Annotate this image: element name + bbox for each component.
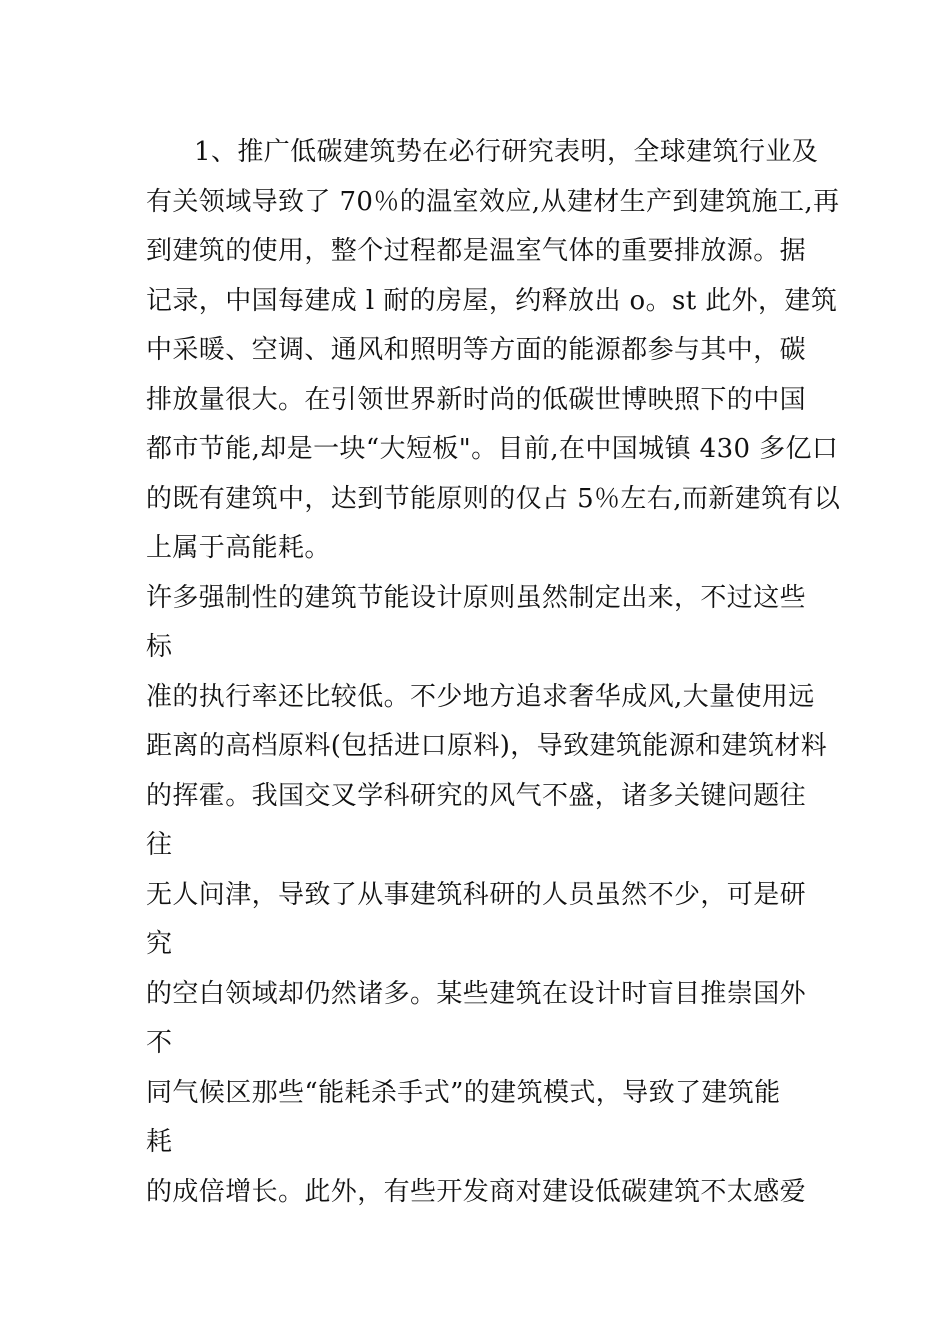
- body-text: [146, 128, 841, 1217]
- paragraph-line: 排放量很大。在引领世界新时尚的低碳世博映照下的中国: [146, 384, 807, 415]
- paragraph-line: 距离的高档原料(包括进口原料)，导致建筑能源和建筑材料: [146, 731, 828, 761]
- paragraph-line: 记录，中国每建成 l 耐的房屋，约释放出 o。st 此外，建筑: [146, 285, 838, 316]
- paragraph-line: 上属于高能耗。: [146, 533, 331, 563]
- paragraph-line: 究: [146, 929, 173, 959]
- paragraph-line: 的挥霍。我国交叉学科研究的风气不盛，诸多关键问题往: [146, 780, 807, 811]
- paragraph-line: 无人问津，导致了从事建筑科研的人员虽然不少，可是研: [146, 879, 807, 910]
- paragraph-line: 耗: [146, 1127, 173, 1157]
- paragraph-line: 到建筑的使用，整个过程都是温室气体的重要排放源。据: [146, 236, 807, 266]
- paragraph-line: 准的执行率还比较低。不少地方追求奢华成风,大量使用远: [146, 681, 815, 712]
- paragraph-line: 许多强制性的建筑节能设计原则虽然制定出来，不过这些: [146, 582, 807, 613]
- paragraph-line: 同气候区那些“能耗杀手式”的建筑模式，导致了建筑能: [146, 1077, 781, 1108]
- paragraph-line: 1、推广低碳建筑势在必行研究表明，全球建筑行业及: [194, 137, 819, 167]
- paragraph-line: 中采暖、空调、通风和照明等方面的能源都参与其中，碳: [146, 335, 807, 365]
- paragraph-line: 的既有建筑中，达到节能原则的仅占 5％左右,而新建筑有以: [146, 483, 841, 514]
- paragraph-line: 的成倍增长。此外，有些开发商对建设低碳建筑不太感爱: [146, 1176, 807, 1207]
- paragraph-line: 标: [146, 632, 173, 662]
- paragraph-line: 往: [146, 830, 173, 860]
- paragraph-line: 有关领域导致了 70％的温室效应,从建材生产到建筑施工,再: [146, 186, 840, 217]
- paragraph-line: 都市节能,却是一块“大短板"。目前,在中国城镇 430 多亿口: [146, 434, 839, 464]
- paragraph-line: 不: [146, 1028, 173, 1058]
- paragraph-line: 的空白领域却仍然诸多。某些建筑在设计时盲目推崇国外: [146, 978, 807, 1009]
